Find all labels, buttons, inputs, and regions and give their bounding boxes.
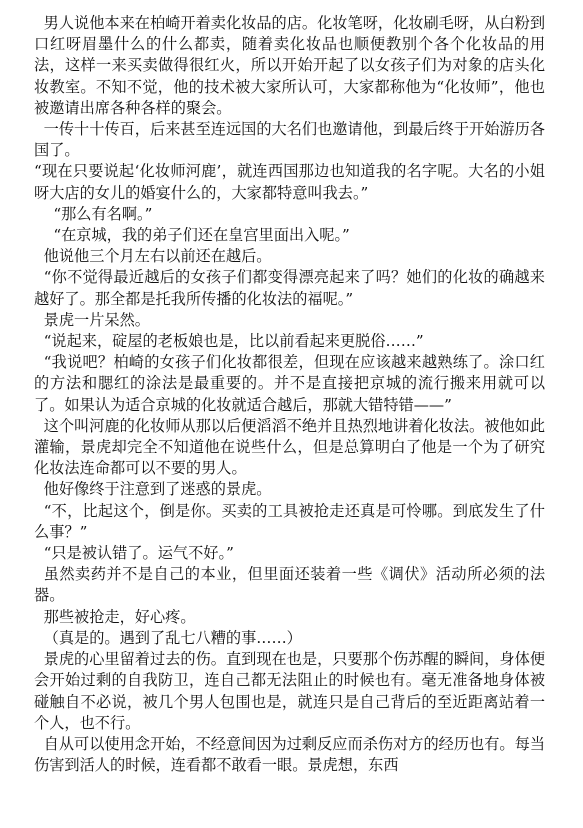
paragraph: “我说吧？柏崎的女孩子们化妆都很差，但现在应该越来越熟练了。涂口红的方法和腮红的涂法是最重要的。并不是直接把京城的流行搬来用就可以了。如果认为适合京城的化妆就适合越后，那就大错特错——” bbox=[34, 353, 545, 414]
paragraph: （真是的。遇到了乱七八糟的事……） bbox=[43, 628, 302, 647]
paragraph: 他好像终于注意到了迷惑的景虎。 bbox=[43, 480, 272, 499]
paragraph: 一传十十传百，后来甚至连远国的大名们也邀请他，到最后终于开始游历各国了。 bbox=[34, 120, 545, 160]
paragraph: “现在只要说起‘化妆师河鹿’，就连西国那边也知道我的名字呢。大名的小姐呀大店的女儿的婚宴什么的，大家都特意叫我去。” bbox=[34, 162, 545, 202]
paragraph: “你不觉得最近越后的女孩子们都变得漂亮起来了吗？她们的化妆的确越来越好了。那全都是托我所传播的化妆法的福呢。” bbox=[34, 268, 545, 308]
paragraph: “那么有名啊。” bbox=[53, 204, 153, 223]
paragraph: 景虎的心里留着过去的伤。直到现在也是，只要那个伤苏醒的瞬间，身体便会开始过剩的自我防卫，连自己都无法阻止的时候也有。毫无准备地身体被碰触自不必说，被几个男人包围也是，就连只是自己背后的至近距离站着一个人，也不行。 bbox=[34, 650, 545, 732]
paragraph: 景虎一片呆然。 bbox=[43, 310, 150, 329]
paragraph: 男人说他本来在柏崎开着卖化妆品的店。化妆笔呀，化妆刷毛呀，从白粉到口红呀眉墨什么的什么都卖，随着卖化妆品也顺便教别个各个化妆品的用法，这样一来买卖做得很红火，所以开始开起了以女孩子们为对象的店头化妆教室。不知不觉，他的技术被大家所认可，大家都称他为“化妆师”，他也被邀请出席各种各样的聚会。 bbox=[34, 14, 545, 117]
paragraph: “说起来，碇屋的老板娘也是，比以前看起来更脱俗……” bbox=[43, 332, 424, 351]
paragraph: 这个叫河鹿的化妆师从那以后便滔滔不绝并且热烈地讲着化妆法。被他如此灌输，景虎却完全不知道他在说些什么，但是总算明白了他是一个为了研究化妆法连命都可以不要的男人。 bbox=[34, 416, 545, 478]
paragraph: “不，比起这个，倒是你。买卖的工具被抢走还真是可怜哪。到底发生了什么事？” bbox=[34, 501, 545, 541]
paragraph: “在京城，我的弟子们还在皇宫里面出入呢。” bbox=[53, 226, 350, 245]
paragraph: 那些被抢走，好心疼。 bbox=[43, 607, 196, 626]
paragraph: 他说他三个月左右以前还在越后。 bbox=[43, 247, 272, 266]
paragraph: “只是被认错了。运气不好。” bbox=[43, 544, 234, 563]
paragraph: 虽然卖药并不是自己的本业，但里面还装着一些《调伏》活动所必须的法器。 bbox=[34, 565, 545, 605]
paragraph: 自从可以使用念开始，不经意间因为过剩反应而杀伤对方的经历也有。每当伤害到活人的时候，连看都不敢看一眼。景虎想，东西 bbox=[34, 734, 545, 775]
